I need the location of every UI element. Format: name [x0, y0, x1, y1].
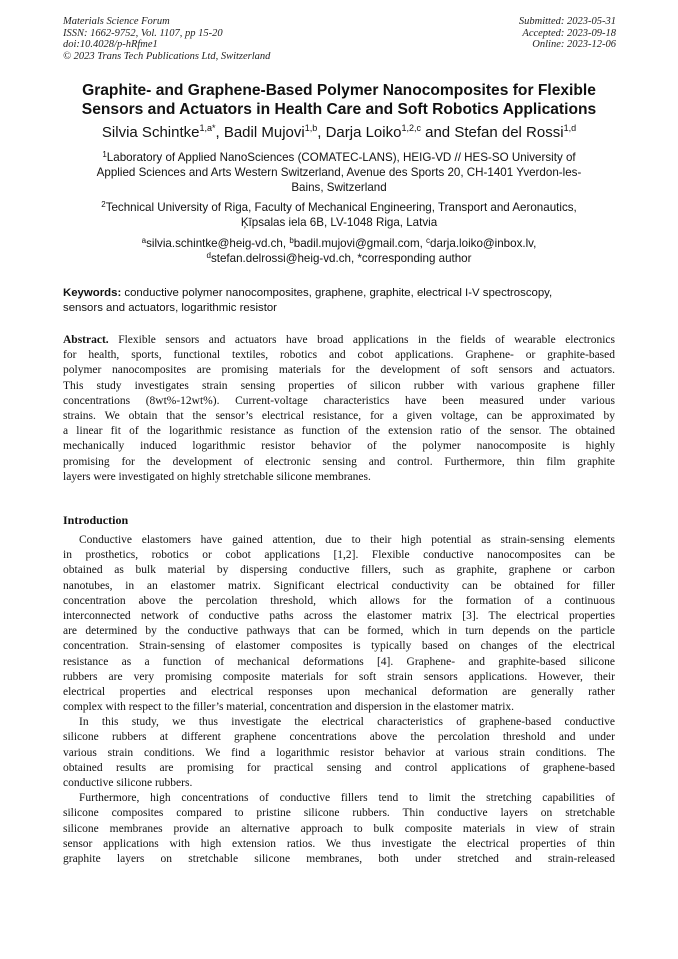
intro-line: silicone rubbers at different graphene concentrations above the percolation threshold and under [63, 731, 615, 744]
doi-line: doi:10.4028/p-hRfme1 [63, 39, 158, 51]
intro-line: silicone membranes provide an alternative approach to bulk composite materials in view of strain [63, 822, 615, 835]
abstract-line: promising for the development of electronic sensing and control. Furthermore, thin film graphite [63, 455, 615, 468]
intro-line: in prosthetics, robotics or cobot applications [1,2]. Flexible conductive nanocomposites can be [63, 549, 615, 562]
author-name: Badil Mujovi [223, 124, 305, 141]
email-link[interactable]: stefan.delrossi@heig-vd.ch, *corresponding author [210, 252, 472, 266]
author-affil-marker: 1,a* [199, 123, 216, 133]
abstract-line: Flexible sensors and actuators have broad applications in the fields of wearable electronics [118, 334, 615, 346]
introduction-heading: Introduction [63, 513, 129, 527]
issn-line: ISSN: 1662-9752, Vol. 1107, pp 15-20 [63, 27, 223, 39]
author-affil-marker: 1,d [563, 123, 577, 133]
affil-line: Bains, Switzerland [291, 181, 387, 195]
copyright-line: © 2023 Trans Tech Publications Ltd, Switzerland [63, 50, 271, 62]
author-separator: , [215, 124, 224, 141]
affiliation-2 [60, 200, 618, 230]
email-link[interactable]: badil.mujovi@gmail.com, [293, 237, 427, 250]
journal-info [63, 16, 270, 62]
intro-line: concentration. Strain-sensing of elastomer composites is typically based on changes of the electrical [63, 640, 615, 653]
journal-name: Materials Science Forum [63, 16, 170, 27]
affil-marker: 1 [102, 150, 107, 159]
intro-line: In this study, we thus investigate the electrical characteristics of graphene-based conductive [79, 716, 615, 729]
keywords-block [63, 286, 615, 316]
intro-line: sensor applications with high extension ratios. We thus investigate the electrical properties of thin [63, 837, 615, 850]
submitted-date: Submitted: 2023-05-31 [518, 16, 616, 27]
author-affil-marker: 1,2,c [401, 123, 421, 133]
author-name: Stefan del Rossi [454, 124, 564, 141]
abstract-line: for health, sports, functional textiles, robotics and cobot applications. Graphene- or graphite-based [63, 349, 615, 362]
intro-line: Conductive elastomers have gained attention, due to their high potential as strain-sensing elements [79, 534, 615, 546]
affil-line: Laboratory of Applied NanoSciences (COMATEC-LANS), HEIG-VD // HES-SO University of [106, 151, 576, 164]
abstract-line: mechanically induced logarithmic resistor behavior of the polymer nanocomposite is highly [63, 440, 615, 453]
title-line: Sensors and Actuators in Health Care and Soft Robotics Applications [81, 100, 597, 118]
accepted-date: Accepted: 2023-09-18 [522, 27, 616, 39]
abstract-line: strains. We obtain that the sensor’s electrical resistance, for a given voltage, can be approximated by [63, 409, 615, 422]
intro-line: conductive silicone rubbers. [63, 777, 193, 789]
email-link[interactable]: darja.loiko@inbox.lv, [430, 237, 537, 250]
affil-line: Technical University of Riga, Faculty of Mechanical Engineering, Transport and Aeronautics, [105, 201, 577, 214]
affil-line: Ķīpsalas iela 6B, LV-1048 Riga, Latvia [240, 216, 438, 230]
author-separator: and [420, 124, 455, 141]
author-separator: , [317, 124, 326, 141]
intro-line: nanotubes, in an elastomer matrix. Significant electrical conductivity can be obtained for filler [63, 579, 615, 592]
author-name: Darja Loiko [325, 124, 402, 141]
intro-line: graphite layers on stretchable silicone membranes, both under stretched and strain-released [63, 852, 615, 865]
intro-line: complex with respect to the filler’s material, concentration and dispersion in the elastomer matrix. [63, 701, 515, 714]
introduction-body [63, 533, 615, 867]
email-marker: b [289, 236, 294, 245]
email-link[interactable]: silvia.schintke@heig-vd.ch, [146, 237, 290, 250]
intro-line: electrical properties and electrical responses upon mechanical deformation are generally rather [63, 685, 615, 698]
author-affil-marker: 1,b [304, 123, 318, 133]
online-date: Online: 2023-12-06 [532, 39, 616, 51]
author-emails [60, 236, 618, 266]
abstract-block [63, 333, 615, 485]
abstract-line: concentrations (8wt%-12wt%). Current-voltage characteristics have been measured under various [63, 394, 615, 407]
keywords-text: conductive polymer nanocomposites, graphene, graphite, electrical I-V spectroscopy, [124, 287, 553, 299]
intro-line: obtained as bulk material by dispersing conductive fillers, such as graphite, graphene or carbon [63, 564, 615, 577]
affil-line: Applied Sciences and Arts Western Switzerland, Avenue des Sports 20, CH-1401 Yverdon-les- [96, 166, 582, 180]
email-marker: c [426, 236, 431, 245]
author-name: Silvia Schintke [101, 124, 200, 141]
intro-line: are determined by the conductive pathways that can be formed, which in turn depends on the particle [63, 625, 615, 638]
abstract-label: Abstract. [63, 334, 109, 346]
abstract-line: polymer nanocomposites are promising materials for the development of soft sensors and actuators. [63, 364, 615, 377]
paper-title [40, 82, 638, 119]
intro-line: silicone composites compared to pristine silicone rubbers. Thin conductive layers on stretchable [63, 807, 615, 820]
intro-line: rubbers are very promising composite materials for soft strain sensors applications. However, their [63, 670, 615, 683]
keywords-label: Keywords: [63, 287, 122, 299]
keywords-text: sensors and actuators, logarithmic resistor [63, 302, 277, 314]
email-marker: d [206, 251, 211, 261]
intro-line: resistance as a function of mechanical deformations [4]. Graphene- and graphite-based silicone [63, 655, 615, 668]
abstract-line: This study investigates strain sensing properties of silicon rubber with various graphene filler [63, 379, 615, 392]
intro-line: Furthermore, high concentrations of conductive fillers tend to limit the stretching capabilities of [79, 792, 615, 805]
dates-info [519, 16, 616, 51]
title-line: Graphite- and Graphene-Based Polymer Nanocomposites for Flexible [82, 82, 596, 99]
intro-line: concentration above the percolation threshold, which allows for the formation of a continuous [63, 594, 615, 607]
abstract-line: layers were investigated on highly stretchable silicone membranes. [63, 470, 371, 483]
intro-line: various strain conditions. We find a logarithmic resistor behavior at various strain conditions. The [63, 746, 615, 759]
abstract-line: a linear fit of the logarithmic resistance as function of the extension ratio of the sensor. The obtained [63, 425, 615, 438]
intro-line: obtained results are promising for practical sensing and control applications of graphene-based [63, 761, 615, 774]
affil-marker: 2 [101, 200, 106, 209]
affiliation-1 [60, 150, 618, 196]
intro-line: interconnected network of conductive paths across the elastomer matrix [3]. The electrical properties [63, 609, 615, 622]
email-marker: a [141, 236, 147, 245]
author-list [20, 124, 658, 142]
